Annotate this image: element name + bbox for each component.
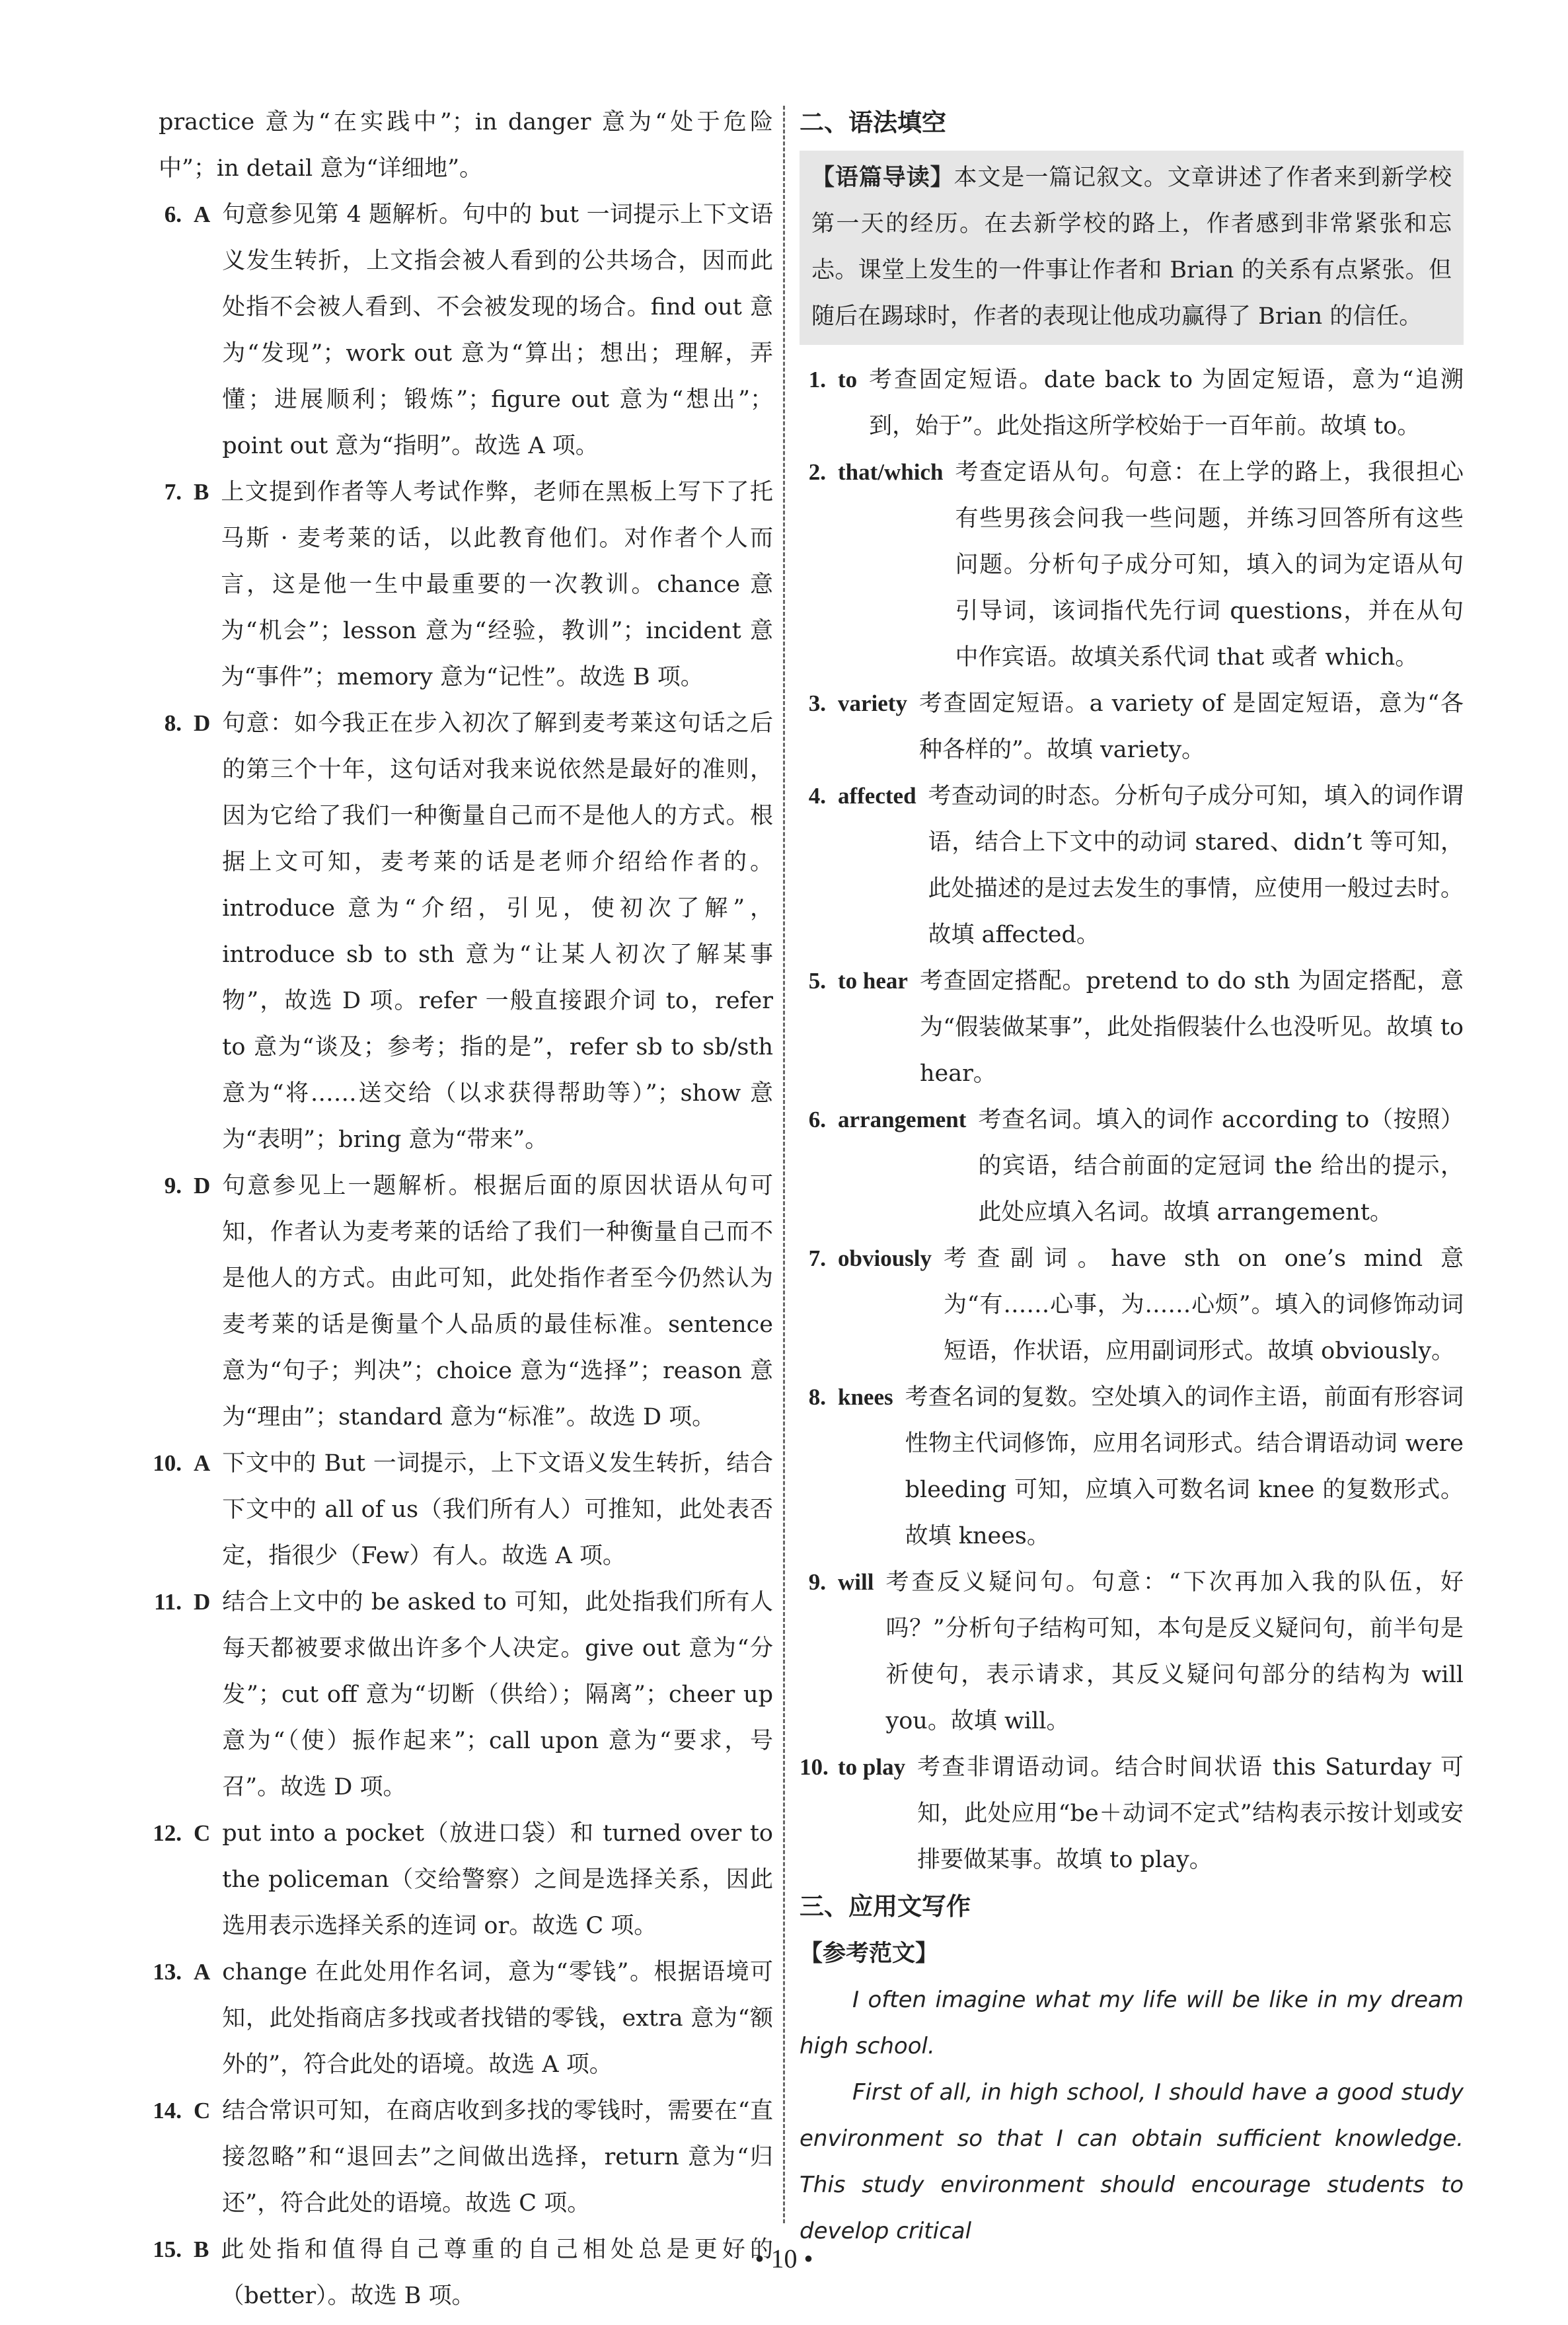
answer-item <box>800 958 1464 1097</box>
item-answer: D <box>194 710 211 736</box>
item-explanation: 上文提到作者等人考试作弊，老师在黑板上写下了托马斯 · 麦考莱的话，以此教育他们。对作者个人而言，这是他一生中最重要的一次教训。chance 意为“机会”；lesson 意为“经验，教训”；incident 意为“事件”；memory 意为“记性”。故选 B 项。 <box>221 479 773 690</box>
item-explanation: change 在此处用作名词，意为“零钱”。根据语境可知，此处指商店多找或者找错的零钱，extra 意为“额外的”，符合此处的语境。故选 A 项。 <box>222 1959 773 2078</box>
item-explanation: 结合常识可知，在商店收到多找的零钱时，需要在“直接忽略”和“退回去”之间做出选择，return 意为“归还”，符合此处的语境。故选 C 项。 <box>222 2098 773 2217</box>
item-answer: D <box>194 1173 211 1199</box>
item-answer: C <box>194 1820 211 1846</box>
item-answer: B <box>194 2236 209 2262</box>
section-title-grammar: 二、语法填空 <box>800 108 946 137</box>
continuation-text: practice 意为“在实践中”；in danger 意为“处于危险中”；in detail 意为“详细地”。 <box>159 109 773 182</box>
essay-paragraph-1: I often imagine what my life will be like in my dream high school. <box>800 1987 1464 2059</box>
item-explanation: 考查名词的复数。空处填入的词作主语，前面有形容词性物主代词修饰，应用名词形式。结合谓语动词 were bleeding 可知，应填入可数名词 knee 的复数形式。故填 knees。 <box>905 1384 1464 1549</box>
reference-essay-title: 【参考范文】 <box>800 1940 939 1967</box>
item-number: 1. <box>808 367 826 392</box>
item-number: 10. <box>800 1754 829 1780</box>
essay-paragraph-2: First of all, in high school, I should have a good study environment so that I can obtain sufficient knowledge. This study environment should encourage students to develop critical <box>800 2079 1464 2244</box>
section-title-writing: 三、应用文写作 <box>800 1892 971 1921</box>
item-number: 13. <box>153 1959 182 1985</box>
item-explanation: put into a pocket（放进口袋）和 turned over to the policeman（交给警察）之间是选择关系，因此选用表示选择关系的连词 or。故选 C 项。 <box>222 1820 773 1939</box>
item-answer: A <box>194 1450 211 1476</box>
intro-text: 本文是一篇记叙文。文章讲述了作者来到新学校第一天的经历。在去新学校的路上，作者感到非常紧张和忘忐。课堂上发生的一件事让作者和 Brian 的关系有点紧张。但随后在踢球时，作者的表现让他成功赢得了 Brian 的信任。 <box>811 165 1452 330</box>
item-number: 11. <box>154 1589 182 1615</box>
item-number: 12. <box>153 1820 182 1846</box>
item-answer: variety <box>838 690 907 716</box>
answer-item <box>800 449 1464 681</box>
column-divider <box>783 106 785 2223</box>
item-explanation: 结合上文中的 be asked to 可知，此处指我们所有人每天都被要求做出许多个人决定。give out 意为“分发”；cut off 意为“切断（供给）；隔离”；cheer up 意为“（使）振作起来”；call upon 意为“要求，号召”。故选 D 项。 <box>222 1589 773 1800</box>
answer-item <box>149 1810 773 1949</box>
answer-item <box>800 681 1464 773</box>
answer-item <box>149 1163 773 1440</box>
item-answer: A <box>194 1959 211 1985</box>
item-number: 2. <box>808 459 826 485</box>
item-explanation: 考查固定搭配。pretend to do sth 为固定搭配，意为“假装做某事”，此处指假装什么也没听见。故填 to hear。 <box>919 968 1464 1087</box>
item-explanation: 考查固定短语。a variety of 是固定短语，意为“各种各样的”。故填 variety。 <box>918 690 1464 763</box>
item-number: 14. <box>153 2098 182 2123</box>
answer-item <box>149 1440 773 1579</box>
answer-item <box>800 1097 1464 1236</box>
item-number: 7. <box>164 479 182 505</box>
grammar-answers <box>800 357 1464 1883</box>
item-explanation: 考查反义疑问句。句意：“下次再加入我的队伍，好吗？”分析句子结构可知，本句是反义疑问句，前半句是祈使句，表示请求，其反义疑问句部分的结构为 will you。故填 will。 <box>885 1569 1464 1734</box>
right-column <box>800 99 1464 2254</box>
item-number: 6. <box>164 202 182 227</box>
item-number: 4. <box>808 783 826 809</box>
answer-item <box>149 469 773 700</box>
item-answer: D <box>194 1589 211 1615</box>
left-column <box>149 99 773 2319</box>
item-explanation: 考查固定短语。date back to 为固定短语，意为“追溯到，始于”。此处指这所学校始于一百年前。故填 to。 <box>869 367 1464 439</box>
item-explanation: 考查名词。填入的词作 according to（按照）的宾语，结合前面的定冠词 the 给出的提示，此处应填入名词。故填 arrangement。 <box>978 1107 1464 1226</box>
item-answer: C <box>194 2098 211 2123</box>
item-answer: knees <box>838 1384 893 1410</box>
page-number: • 10 • <box>755 2244 813 2273</box>
item-answer: to play <box>838 1754 906 1780</box>
item-number: 15. <box>153 2236 182 2262</box>
item-explanation: 下文中的 But 一词提示，上下文语义发生转折，结合下文中的 all of us（我们所有人）可推知，此处表否定，指很少（Few）有人。故选 A 项。 <box>222 1450 773 1569</box>
item-number: 3. <box>808 690 826 716</box>
item-answer: B <box>194 479 209 505</box>
item-explanation: 句意参见第 4 题解析。句中的 but 一词提示上下文语义发生转折，上文指会被人看到的公共场合，因而此处指不会被人看到、不会被发现的场合。find out 意为“发现”；work out 意为“算出；想出；理解，弄懂；进展顺利；锻炼”；figure out 意为“想出”；point out 意为“指明”。故选 A 项。 <box>222 202 773 459</box>
item-number: 9. <box>164 1173 182 1199</box>
intro-title: 【语篇导读】 <box>811 164 954 191</box>
item-explanation: 考查动词的时态。分析句子成分可知，填入的词作谓语，结合上下文中的动词 stared、didn’t 等可知，此处描述的是过去发生的事情，应使用一般过去时。故填 affected。 <box>928 783 1464 948</box>
item-explanation: 句意：如今我正在步入初次了解到麦考莱这句话之后的第三个十年，这句话对我来说依然是最好的准则，因为它给了我们一种衡量自己而不是他人的方式。根据上文可知，麦考莱的话是老师介绍给作者的。introduce 意为“介绍，引见，使初次了解”，introduce sb to sth 意为“让某人初次了解某事物”，故选 D 项。refer 一般直接跟介词 to，refer to 意为“谈及；参考；指的是”，refer sb to sb/sth 意为“将……送交给（以求获得帮助等）”；show 意为“表明”；bring 意为“带来”。 <box>222 710 773 1153</box>
answer-item <box>800 1236 1464 1374</box>
answer-item <box>800 773 1464 958</box>
answer-item <box>149 1949 773 2088</box>
answer-item <box>800 1374 1464 1559</box>
answer-item <box>800 357 1464 449</box>
answer-item <box>149 192 773 469</box>
passage-intro-box <box>800 151 1464 345</box>
item-explanation: 考查定语从句。句意：在上学的路上，我很担心有些男孩会问我一些问题，并练习回答所有这些问题。分析句子成分可知，填入的词为定语从句引导词，该词指代先行词 questions，并在从句中作宾语。故填关系代词 that 或者 which。 <box>955 459 1464 671</box>
item-answer: A <box>194 202 211 227</box>
item-explanation: 考查非谓语动词。结合时间状语 this Saturday 可知，此处应用“be＋动词不定式”结构表示按计划或安排要做某事。故填 to play。 <box>917 1754 1464 1873</box>
item-answer: to hear <box>838 968 908 994</box>
item-explanation: 此处指和值得自己尊重的自己相处总是更好的（better）。故选 B 项。 <box>221 2236 773 2309</box>
item-answer: will <box>838 1569 874 1595</box>
item-number: 7. <box>808 1245 826 1271</box>
answer-item <box>800 1559 1464 1744</box>
answer-item <box>149 700 773 1163</box>
item-answer: affected <box>838 783 916 809</box>
item-number: 8. <box>808 1384 826 1410</box>
item-answer: to <box>838 367 858 392</box>
item-number: 8. <box>164 710 182 736</box>
item-answer: obviously <box>838 1245 932 1271</box>
item-number: 9. <box>808 1569 826 1595</box>
answer-item <box>800 1744 1464 1883</box>
item-answer: arrangement <box>838 1107 967 1132</box>
item-answer: that/which <box>838 459 944 485</box>
item-number: 6. <box>808 1107 826 1132</box>
choice-explanations <box>149 192 773 2319</box>
answer-item <box>149 2088 773 2227</box>
item-number: 10. <box>153 1450 182 1476</box>
answer-item <box>149 1579 773 1810</box>
item-number: 5. <box>808 968 826 994</box>
item-explanation: 句意参见上一题解析。根据后面的原因状语从句可知，作者认为麦考莱的话给了我们一种衡量自己而不是他人的方式。由此可知，此处指作者至今仍然认为麦考莱的话是衡量个人品质的最佳标准。sentence 意为“句子；判决”；choice 意为“选择”；reason 意为“理由”；standard 意为“标准”。故选 D 项。 <box>222 1173 773 1430</box>
item-explanation: 考查副词。have sth on one’s mind 意为“有……心事，为……心烦”。填入的词修饰动词短语，作状语，应用副词形式。故填 obviously。 <box>944 1245 1464 1364</box>
